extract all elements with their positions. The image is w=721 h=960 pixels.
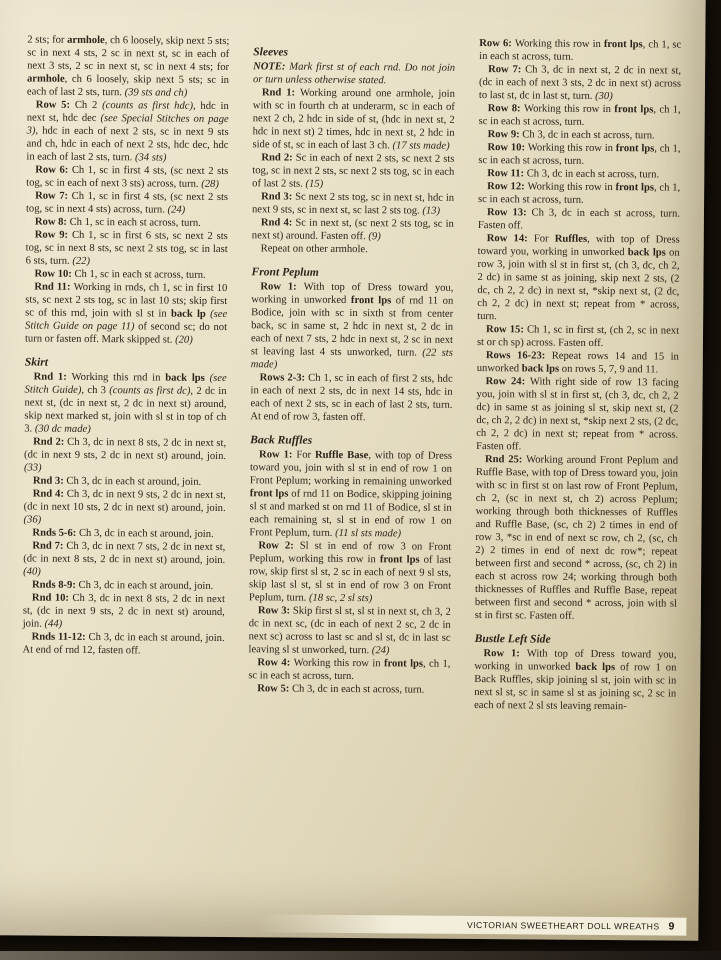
instruction-paragraph [251,280,454,373]
text-run: Working this row in [527,142,616,155]
text-run: Row 10: [34,268,75,280]
text-run: Working around Front Peplum and Ruffle Base, with top of Dress toward you, join with sc in first st on last row of Front Peplum, ch 2, (sc in next st, ch 2) across Peplum; working through both thicknesses of Ruffles and Ruffle Base, (sc, ch 2) 2 times in end of row 3, *sc in end of next sc row, ch 2, (sc, ch 2) 2 times in end of next dc row*; repeat between first and second * across, (sc, ch 2) in each st across row 24; working through both thicknesses of Ruffles and Ruffle Base, repeat between first and second * across, join with sl st in first sc. Fasten off. [474,454,679,622]
text-run: Working around one armhole, join with sc in fourth ch at underarm, sc in each of next 2 ch, 2 hdc in side of st, (hdc in next st, 2 hdc in next st) 2 times, hdc in next st, 2 hdc in side of st, sc in each of last 3 ch. [252,87,455,152]
text-run: Ruffle Base [314,449,369,462]
text-run: of second sc; do not turn or fasten off. Mark skipped st. [24,321,228,346]
text-run: Ch 3, dc in each st around, join. At end of rnd 12, fasten off. [22,631,225,657]
text-run: For [533,233,555,245]
text-run: Ch 1, sc in first 4 sts, (sc next 2 sts tog, sc in next 4 sts) across, turn. [25,190,229,216]
instruction-paragraph [27,33,230,100]
text-run: With top of Dress toward you, working in unworked [474,648,677,673]
text-run: Row 3: [257,605,293,617]
section-heading: Bustle Left Side [474,632,551,646]
text-run: back lp [170,308,211,320]
text-run: Rnd 1: [33,371,72,383]
text-run: , hdc in next st, hdc dec [26,100,229,125]
photo-table-edge [0,951,721,960]
text-run: Working this row in [527,181,616,194]
instruction-paragraph [26,98,229,165]
instruction-paragraph [25,280,228,347]
text-run: Rnd 1: [261,87,301,99]
instruction-paragraph [479,37,681,65]
text-run: Ch 3, dc in each st around, join. [66,475,202,488]
text-run: front lps [614,104,654,116]
text-run: (9) [368,231,381,243]
text-run: Ch 1, sc in each st across, turn. [69,216,201,229]
text-run: Rnd 4: [260,217,296,229]
text-column-2 [246,35,455,913]
text-run: (13) [422,205,441,217]
footer-title: VICTORIAN SWEETHEART DOLL WREATHS [467,919,660,932]
text-run: (28) [201,178,219,190]
text-run: Sc in each of next 2 sts, sc next 2 sts tog, sc in next 2 sts, sc next 2 sts tog, sc in each of last 2 sts. [252,152,455,190]
text-run: Row 11: [487,168,527,180]
text-run: , with top of Dress toward you, working in unworked [477,233,680,259]
text-run: Ruffles [554,233,588,245]
text-run: Rows 16-23: [485,350,552,362]
section-heading: Sleeves [253,45,289,59]
text-run: (30 dc made) [34,423,91,435]
text-run: (24) [371,645,390,657]
text-run: Rnd 2: [261,152,296,164]
instruction-paragraph [478,206,680,234]
instruction-paragraph [252,151,454,192]
text-run: Ch 1, sc in each st across, turn. [74,268,206,281]
instruction-paragraph [24,370,227,437]
text-run: Row 13: [486,207,532,219]
text-run: , ch 1, sc in each st across, turn. [478,143,681,167]
text-run: Ch 3, dc in each st across, turn. Fasten off. [477,207,681,232]
instruction-paragraph [24,435,226,476]
text-run: Row 4: [257,657,294,669]
instruction-paragraph [23,539,225,580]
instruction-paragraph [474,647,677,714]
text-run: Ch 3, dc in next 8 sts, 2 dc in next st, (dc in next 9 sts, 2 dc in next st) around, join. [24,436,227,463]
text-run: Ch 1, sc in first st, (ch 2, sc in next st or ch sp) across. Fasten off. [476,324,680,350]
text-run: For [296,449,316,461]
text-run: Ch 1, sc in each of first 2 sts, hdc in each of next 2 sts, dc in next 14 sts, hdc in each of next 2 sts, sc in each of last 2 sts, turn. At end of row 3, fasten off. [250,372,453,424]
text-run: 2 sts; for [27,34,68,46]
text-run: (see Stitch Guide on page 11) [25,308,228,333]
text-run: Rows 2-3: [259,372,309,384]
instruction-paragraph [23,487,225,528]
text-run: , ch 6 loosely, skip next 5 sts; sc in next 4 sts, 2 sc in next st, sc in each of next 3 sts, 2 sc in next st, sc in next 4 sts; for [27,35,230,74]
text-run: Ch 3, dc in next 9 sts, 2 dc in next st, (dc in next 10 sts, 2 dc in next st) around, join. [23,488,226,515]
text-run: back lps [165,372,210,384]
text-run: (30) [595,90,613,103]
instruction-paragraph [248,656,450,684]
text-run: Rnds 5-6: [32,527,80,539]
text-run: Row 12: [487,181,528,193]
instruction-paragraph [26,163,228,191]
text-run: Rnd 3: [261,191,296,203]
text-run: front lps [350,295,392,307]
text-run: (24) [167,204,186,216]
text-run: Ch 3, dc in each st across, turn. [291,683,425,696]
text-run: (22 sts made) [250,347,453,371]
text-run: Sc in next st, (sc next 2 sts tog, sc in next st) around. Fasten off. [251,217,454,243]
instruction-paragraph [249,539,452,606]
text-run: NOTE: [253,61,290,73]
instruction-paragraph [475,453,678,624]
text-run: Row 7: [35,190,72,202]
text-run: (34 sts) [134,152,167,164]
page-footer [257,914,687,935]
text-run: (see Special Stitches on page 3) [26,113,229,137]
instruction-paragraph [477,232,680,325]
text-run: Row 6: [479,38,515,50]
text-run: Row 6: [35,164,72,176]
text-run: (39 sts and ch) [124,87,188,99]
text-run: (18 sc, 2 sl sts) [308,592,373,605]
text-run: Rnds 11-12: [31,631,89,643]
text-run: Row 24: [485,376,530,388]
text-run: Rnds 8-9: [31,579,79,591]
text-run: armhole [26,73,65,85]
instruction-paragraph [478,180,680,208]
text-run: Rnd 10: [31,592,73,604]
text-run: Row 10: [487,142,528,154]
instruction-paragraph [248,604,450,658]
text-run: Row 9: [487,129,523,141]
text-run: , ch 6 loosely, skip next 5 sts; sc in each of last 2 sts, turn. [26,73,230,99]
instruction-paragraph [22,630,224,658]
text-run: Row 9: [34,229,73,241]
section-heading: Back Ruffles [250,433,313,447]
text-run: Row 1: [259,449,297,461]
text-run: (see Stitch Guide) [24,372,227,396]
instruction-paragraph [252,216,454,244]
text-run: (20) [175,334,193,346]
text-run: (33) [23,462,42,474]
text-run: Ch 3, dc in each st across, turn. [522,129,655,142]
text-run: Row 5: [257,683,293,695]
instruction-paragraph [26,228,228,269]
text-run: Repeat rows 14 and 15 in unworked [476,350,679,375]
text-run: front lps [615,143,655,155]
text-run: Rnd 7: [32,540,67,552]
text-run: , ch 1, sc in each st across, turn. [248,658,451,683]
page-number: 9 [668,920,675,933]
text-run: (40) [23,566,41,578]
text-run: With right side of row 13 facing you, join with sl st in first st, (ch 3, dc, ch 2, 2 dc) in same st as joining sl st, skip next st, (2 dc, ch 2, 2 dc) in next st, *skip next 2 sts, (2 dc, ch 2, 2 dc) in next st; repeat from * across. Fasten off. [476,376,679,453]
text-run: Row 1: [483,648,527,660]
text-run: front lps [249,488,289,500]
text-run: , ch 1, sc in each st across, turn. [479,39,682,63]
text-run: Mark first st of each rnd. Do not join or turn unless otherwise stated. [252,61,456,87]
text-run: (counts as first dc) [109,385,191,397]
text-run: (counts as first hdc) [102,100,194,112]
text-run: , hdc in each of next 2 sts, sc in next 9 sts and ch, hdc in each of next 2 sts, hdc dec, hdc in each of last 2 sts, turn. [26,125,229,164]
text-run: , ch 1, sc in each st across, turn. [478,182,681,206]
instruction-paragraph [23,591,225,632]
text-run: front lps [615,182,655,194]
text-run: (36) [23,514,42,526]
text-run: Working this row in [514,38,604,51]
instruction-paragraph [249,448,452,541]
instruction-paragraph [26,189,228,217]
instruction-paragraph [253,60,455,88]
text-run: armhole [67,34,105,47]
instruction-paragraph [479,102,681,130]
text-run: With top of Dress toward you, working in unworked [251,281,454,307]
text-run: Rnd 25: [484,454,527,466]
text-run: Working in rnds, ch 1, sc in first 10 sts, sc next 2 sts tog, sc in last 10 sts; skip first sc of this rnd, join with sl st in [25,281,228,320]
text-run: Working this rnd in [71,371,166,384]
text-run: front lps [379,554,420,566]
instruction-paragraph [252,242,454,257]
text-run: Working this row in [523,103,615,116]
text-run: , 2 dc in next st, (dc in next st, 2 dc in next st) around, skip next marked st, join with sl st in top of ch 3. [24,385,227,435]
text-run: , ch 3 [81,384,110,397]
text-run: on rows 5, 7, 9 and 11. [559,363,659,376]
text-run: Skip first sl st, sl st in next st, ch 3, 2 dc in next sc, (dc in each of next 2 sc, 2 dc in next sc) across to last sc and sl st, dc in last sc leaving sl st unworked, turn. [248,605,451,657]
text-run: Repeat on other armhole. [260,243,368,256]
text-run: Row 15: [486,324,528,336]
text-run: of last row, skip first sl st, 2 sc in each of next 9 sl sts, skip last sl st, sl st in end of row 3 on Front Peplum, turn. [248,554,452,604]
text-run: Row 1: [260,281,304,293]
text-run: on row 3, join with sl st in first st, (ch 3, dc, ch 2, 2 dc) in same st as joining, skip next 2 sts, (2 dc, ch 2, 2 dc) in next st, *skip next st, (2 dc, ch 2, 2 dc) in next st; repeat from * across, turn. [477,247,680,323]
text-run: Ch 2 [74,99,103,112]
text-run: Ch 3, dc in each st across, turn. [526,168,660,181]
text-run: front lps [603,39,643,51]
text-run: Rnd 11: [34,281,74,293]
text-run: of rnd 11 on Bodice, join with sc in sixth st from center back, sc in same st, 2 hdc in next st, 2 dc in each of next 7 sts, 2 hdc in next st, 2 sc in next st leaving last 4 sts unworked, turn. [250,295,454,359]
text-run: Ch 3, dc in next st, 2 dc in next st, (dc in each of next 3 sts, 2 dc in next st) across to last st, dc in last st, turn. [478,64,682,102]
instruction-paragraph [476,375,679,455]
instruction-paragraph [248,682,450,697]
text-run: (44) [44,618,63,630]
section-heading: Front Peplum [251,265,319,279]
instruction-paragraph [477,323,679,351]
instruction-paragraph [250,371,452,425]
text-run: Ch 3, dc in each st around, join. [78,527,214,540]
instruction-paragraph [478,141,680,169]
text-run: (17 sts made) [392,140,450,152]
instruction-paragraph [479,63,681,104]
text-run: Ch 1, sc in first 6 sts, sc next 2 sts tog, sc in next 8 sts, sc next 2 sts tog, sc in last 6 sts, turn. [25,229,228,267]
text-column-3 [472,37,681,915]
text-run: of row 1 on Back Ruffles, skip joining sl st, join with sc in next sl st, sc in same sl st as joining sc, 2 sc in each of next 2 sl sts leaving remain- [474,662,677,713]
section-heading: Skirt [24,355,49,369]
text-run: of rnd 11 on Bodice, skipping joining sl st and marked st on rnd 11 of Bodice, sl st in each remaining st, sl st in end of row 1 on Front Peplum, turn. [249,488,452,539]
text-run: Working this row in [293,657,385,670]
text-run: Ch 3, dc in next 7 sts, 2 dc in next st, (dc in next 8 sts, 2 dc in next st) around, join. [23,540,226,567]
text-run: Ch 3, dc in each st around, join. [78,579,214,592]
text-run: back lps [521,363,560,375]
text-run: Row 8: [487,103,525,115]
text-run: Ch 3, dc in next 8 sts, 2 dc in next st, (dc in next 9 sts, 2 dc in next st) around, join. [22,592,225,630]
text-run: (22) [72,255,91,267]
text-run: Row 5: [35,99,75,111]
text-run: Rnd 3: [32,475,67,487]
text-run: front lps [383,658,424,670]
text-run: Row 2: [258,540,300,552]
text-run: (11 sl sts made) [335,527,402,540]
text-run: back lps [627,247,666,259]
text-run: Row 14: [486,233,534,245]
instruction-paragraph [477,349,679,377]
instruction-paragraph [252,190,454,218]
text-run: Ch 1, sc in first 4 sts, (sc next 2 sts tog, sc in each of next 3 sts) across, turn. [26,164,229,190]
text-run: Rnd 4: [32,488,67,500]
text-run: Sl st in end of row 3 on Front Peplum, working this row in [249,540,452,566]
text-run: Row 7: [488,64,526,76]
instruction-paragraph [252,86,455,153]
text-column-1 [20,33,229,911]
text-run: back lps [575,661,616,674]
text-run: Rnd 2: [33,436,68,448]
text-run: Sc next 2 sts tog, sc in next st, hdc in next 9 sts, sc in next st, sc last 2 sts tog. [251,191,455,217]
text-run: Row 8: [34,216,70,228]
text-run: (15) [305,178,324,190]
text-run: , ch 1, sc in each st across, turn. [478,104,681,128]
text-run: , with top of Dress toward you, join with sl st in end of row 1 on Front Peplum; working in remaining unworked [249,450,453,488]
